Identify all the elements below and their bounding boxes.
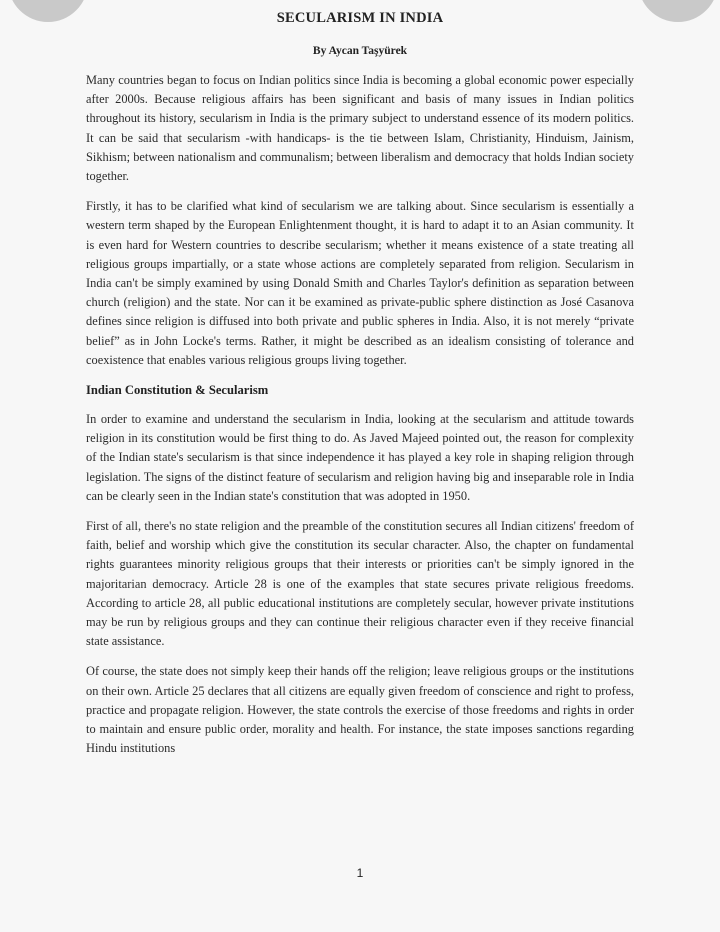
paragraph-definition: Firstly, it has to be clarified what kind of secularism we are talking about. Since secularism is essentially a western term shaped by the European Enlightenment thought, it is hard to adapt it to an Asian community. It is even hard for Western countries to describe secularism; whether it means existence of a state treating all religious groups impartially, or a state whose actions are completely separated from religion. Secularism in India can't be simply examined by using Donald Smith and Charles Taylor's definition as separation between church (religion) and the state. Nor can it be examined as private-public sphere distinction as José Casanova defines since religion is diffused into both private and public spheres in India. Also, it is not merely “private belief” as in John Locke's terms. Rather, it might be described as an idealism consisting of tolerance and coexistence that enables various religious groups living together. [86,199,634,367]
paragraph-state-control: Of course, the state does not simply keep their hands off the religion; leave religious groups or the institutions on their own. Article 25 declares that all citizens are equally given freedom of conscience and right to profess, practice and propagate religion. However, the state controls the exercise of those freedoms and rights in order to maintain and ensure public order, morality and health. For instance, the state imposes sanctions regarding Hindu institutions [86,664,634,756]
document-title: SECULARISM IN INDIA [276,10,444,26]
paragraph-fundamental-rights: First of all, there's no state religion and the preamble of the constitution secures all Indian citizens' freedom of faith, belief and worship which give the constitution its secular character. Also, the chapter on fundamental rights guarantees minority religious groups that their interests or priorities can't be simply ignored in the majoritarian democracy. Article 28 is one of the examples that state secures private religious freedoms. According to article 28, all public educational institutions are completely secular, however private institutions may be run by religious groups and they can continue their religious character even if they receive financial state assistance. [86,519,634,649]
paragraph-constitution-intro: In order to examine and understand the secularism in India, looking at the secularism and attitude towards religion in its constitution would be first thing to do. As Javed Majeed pointed out, the reason for complexity of the Indian state's secularism is that since independence it has played a key role in shaping religion through legislation. The signs of the distinct feature of secularism and religion having big and inseparable role in India can be clearly seen in the Indian state's constitution that was adopted in 1950. [86,412,634,503]
document-body [86,71,634,770]
section-heading: Indian Constitution & Secularism [86,383,269,398]
paragraph-intro: Many countries began to focus on Indian politics since India is becoming a global economic power especially after 2000s. Because religious affairs has been significant and basis of many issues in Indian politics throughout its history, secularism in India is the primary subject to understand essence of its modern politics. It can be said that secularism -with handicaps- is the tie between Islam, Christianity, Hinduism, Jainism, Sikhism; between nationalism and communalism; between liberalism and democracy that holds Indian society together. [86,73,634,184]
page-number: 1 [356,866,364,880]
author-byline: By Aycan Taşyürek [312,45,408,57]
